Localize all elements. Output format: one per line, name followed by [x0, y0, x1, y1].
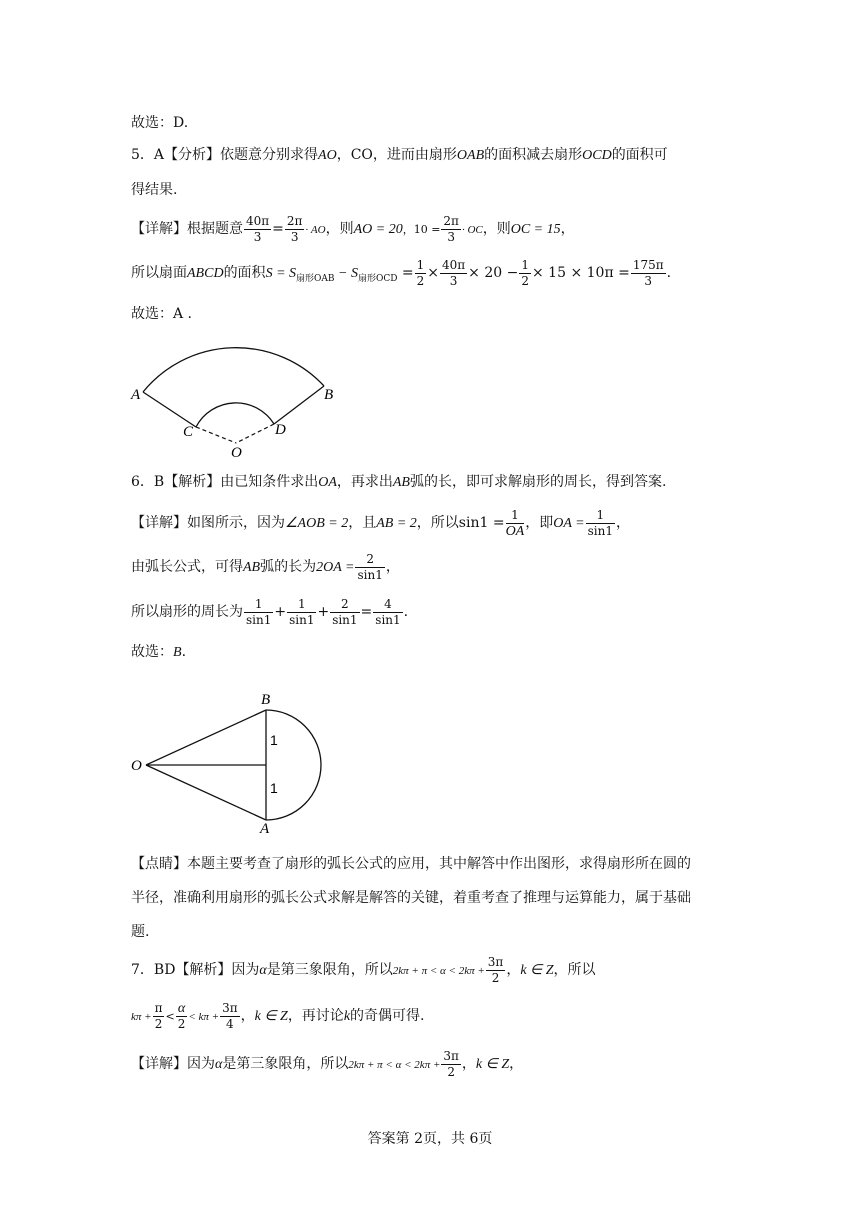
segment-BD [274, 386, 324, 424]
q7-end: ， [509, 1056, 524, 1072]
q7-so: ，所以 [553, 962, 596, 978]
q5-x15: × 15 × 10π = [532, 265, 630, 281]
q7-l2tail: ，再讨论 [287, 1008, 344, 1024]
q7-alpha2: α [215, 1057, 223, 1072]
q7-frac-alpha-2: $\frac{\alpha}{2}$ [177, 1000, 186, 1031]
q5-answer: 故选：A . [131, 306, 193, 322]
q5-ten: ，10 = [402, 223, 441, 236]
q5-head: 5．A【分析】依题意分别求得 [131, 147, 319, 163]
q6-AB2: AB = 2 [376, 516, 417, 531]
q5-ABCD: ABCD [187, 266, 224, 281]
q7-kz3b: k ∈ Z [475, 1057, 510, 1072]
q5-tail: 的面积可 [611, 147, 668, 163]
figure-sector-oab [128, 690, 328, 835]
q7-alpha: α [259, 963, 267, 978]
label-A: A [131, 387, 141, 403]
segment-AC [143, 392, 196, 427]
q6-detail-line1 [131, 505, 630, 541]
answer-line-4: 故选：D. [131, 115, 189, 131]
q5-s-head: 所以扇面 [131, 265, 187, 281]
q7-kz1b: k ∈ Z [520, 963, 554, 978]
q5-area-line [131, 255, 671, 291]
q5-frac-2pi-3: $\frac{2\pi}{3}$ [286, 213, 303, 244]
q5-frac-40pi-3: $\frac{40\pi}{3}$ [246, 213, 270, 244]
q7-frac-3pi-4: $\frac{3\pi}{4}$ [222, 1000, 238, 1031]
q6-frac-2-sin1: $\frac{2}{\sin 1}$ [357, 551, 383, 582]
q6-ie: ，即 [525, 515, 554, 531]
q7-kz2b: k ∈ Z [254, 1009, 288, 1024]
q6-period: . [403, 604, 409, 620]
q6-p2: $\frac{1}{\sin 1}$ [289, 596, 315, 627]
figure-sector-abcd [128, 330, 348, 460]
q6-twoOA: 2OA = [316, 560, 355, 575]
q5-frac-2pi-3b: $\frac{2\pi}{3}$ [443, 213, 459, 244]
q5-then2: ，则 [482, 221, 511, 237]
segment-OB [146, 710, 266, 765]
q5-AO: AO [318, 148, 337, 163]
label-D: D [275, 422, 286, 438]
q7-frac-3pi-2: $\frac{3\pi}{2}$ [487, 954, 504, 985]
q6-p4: $\frac{4}{\sin 1}$ [375, 596, 401, 627]
q6-and: ，且 [348, 515, 377, 531]
label-B-fig6: B [261, 692, 271, 708]
label-C: C [183, 424, 194, 440]
q6-AB-arc: AB [243, 560, 261, 575]
q6-ans-B: B [173, 645, 182, 660]
q5-then1: ，则 [325, 221, 354, 237]
q5-comma: ， [560, 221, 575, 237]
q7-l2end: 的奇偶可得. [350, 1008, 425, 1024]
q6-plus1: + [274, 604, 287, 620]
label-O-fig6: O [131, 758, 142, 774]
q5-frac-40pi: $\frac{40\pi}{3}$ [442, 257, 466, 288]
q7-frac-3pi-2b: $\frac{3\pi}{2}$ [443, 1048, 459, 1079]
q7-head: 7．BD【解析】因为 [131, 962, 260, 978]
q6-OAeq: OA = [553, 516, 585, 531]
q6-AB: AB [392, 475, 410, 490]
q5-eq: = [397, 265, 414, 281]
q6-ans-dot: . [181, 644, 187, 660]
q6-tail: 弧的长，即可求解扇形的周长，得到答案. [409, 474, 667, 490]
q5-eq1: = [272, 221, 284, 237]
q6-arc-line [131, 549, 400, 585]
q7-ineq1: 2kπ + π < α < 2kπ + [392, 965, 485, 977]
q6-arc-mid: 弧的长为 [260, 559, 317, 575]
label-B: B [324, 387, 334, 403]
q5-OAB: OAB [456, 148, 485, 163]
segment-OA [146, 765, 266, 820]
q7-frac-pi-2: $\frac{\pi}{2}$ [154, 1000, 163, 1031]
q6-analysis [131, 472, 666, 493]
label-O: O [231, 445, 242, 460]
comment-line1: 【点睛】本题主要考查了扇形的弧长公式的应用，其中解答中作出图形，求得扇形所在圆的 [131, 856, 691, 872]
q7-ineq2: 2kπ + π < α < 2kπ + [348, 1059, 441, 1071]
q6-angle: ∠AOB = 2 [285, 516, 349, 531]
q7-kz2: ， [240, 1008, 255, 1024]
q5-times1: × [427, 265, 440, 281]
q6-arc-head: 由弧长公式，可得 [131, 559, 243, 575]
q6-ans-label: 故选： [131, 644, 173, 660]
arc-AB-fig6 [266, 710, 321, 820]
q6-perimeter-line [131, 594, 408, 630]
q6-d-head: 【详解】如图所示，因为 [131, 515, 285, 531]
q5-frac-175pi: $\frac{175\pi}{3}$ [632, 257, 664, 288]
arc-AB [143, 348, 324, 392]
q5-analysis-line2: 得结果. [131, 182, 178, 198]
q6-sin1: sin1 = [458, 515, 505, 531]
q7-lt2: < kπ + [188, 1011, 220, 1023]
q7-analysis-line1 [131, 952, 596, 988]
q5-dot-OC: · OC [461, 224, 483, 236]
q5-minus: − S [334, 266, 358, 281]
dashed-CO [196, 427, 236, 443]
q5-mid: 的面积减去扇形 [484, 147, 583, 163]
q5-dot-AO: · AO [305, 224, 326, 236]
q5-x20: × 20 − [468, 265, 519, 281]
q6-head: 6．B【解析】由已知条件求出 [131, 474, 319, 490]
page-footer: 答案第 2页，共 6页 [367, 1131, 493, 1147]
q5-OCD: OCD [582, 148, 612, 163]
q6-p3: $\frac{2}{\sin 1}$ [332, 596, 358, 627]
q7-l2a: kπ + [131, 1011, 152, 1023]
q6-c2: ， [385, 559, 400, 575]
q7-detail-line1 [131, 1044, 523, 1084]
q5-detail-line1 [131, 211, 575, 247]
q5-sub2: 扇形OCD [357, 273, 398, 284]
q5-sub1: 扇形OAB [296, 273, 335, 284]
arc-CD [196, 403, 274, 427]
q6-p1: $\frac{1}{\sin 1}$ [246, 596, 272, 627]
comment-line3: 题. [131, 924, 150, 940]
q7-d-head: 【详解】因为 [131, 1056, 215, 1072]
dashed-DO [236, 424, 274, 443]
label-one-lower: 1 [270, 780, 278, 796]
q6-plus2: + [317, 604, 330, 620]
q6-answer [131, 642, 186, 663]
q7-analysis-line2 [131, 996, 424, 1036]
q5-half-2: $\frac{1}{2}$ [521, 257, 529, 288]
q7-d-mid: 是第三象限角，所以 [222, 1056, 349, 1072]
q6-so: ，所以 [416, 515, 459, 531]
q6-frac-1-sin1: $\frac{1}{\sin 1}$ [587, 507, 613, 538]
q7-m1: 是第三象限角，所以 [266, 962, 393, 978]
q6-frac-1-OA: $\frac{1}{OA}$ [505, 507, 525, 539]
q6-eqp: = [360, 604, 373, 620]
q6-m1: ，再求出 [336, 474, 393, 490]
q5-AO20: AO = 20 [353, 222, 403, 237]
q5-s-mid: 的面积 [223, 265, 266, 281]
q5-analysis-line1 [131, 145, 668, 166]
q6-per-head: 所以扇形的周长为 [131, 604, 243, 620]
q5-detail-head: 【详解】根据题意 [131, 221, 243, 237]
q7-lt1: < [165, 1010, 175, 1023]
label-A-fig6: A [260, 821, 270, 835]
q6-OA: OA [318, 475, 337, 490]
q5-S: S = S [265, 266, 297, 281]
q7-k: k [343, 1009, 351, 1024]
comment-line2: 半径，准确利用扇形的弧长公式求解是解答的关键，着重考查了推理与运算能力，属于基础 [131, 890, 691, 906]
q6-c: ， [615, 515, 630, 531]
q7-kz3: ， [461, 1056, 476, 1072]
q7-kz1: ， [506, 962, 521, 978]
q5-co: ，CO，进而由扇形 [336, 147, 457, 163]
label-one-upper: 1 [270, 732, 278, 748]
q5-period: . [666, 265, 672, 281]
q5-half-1: $\frac{1}{2}$ [416, 257, 425, 288]
q5-OC15: OC = 15 [510, 222, 561, 237]
